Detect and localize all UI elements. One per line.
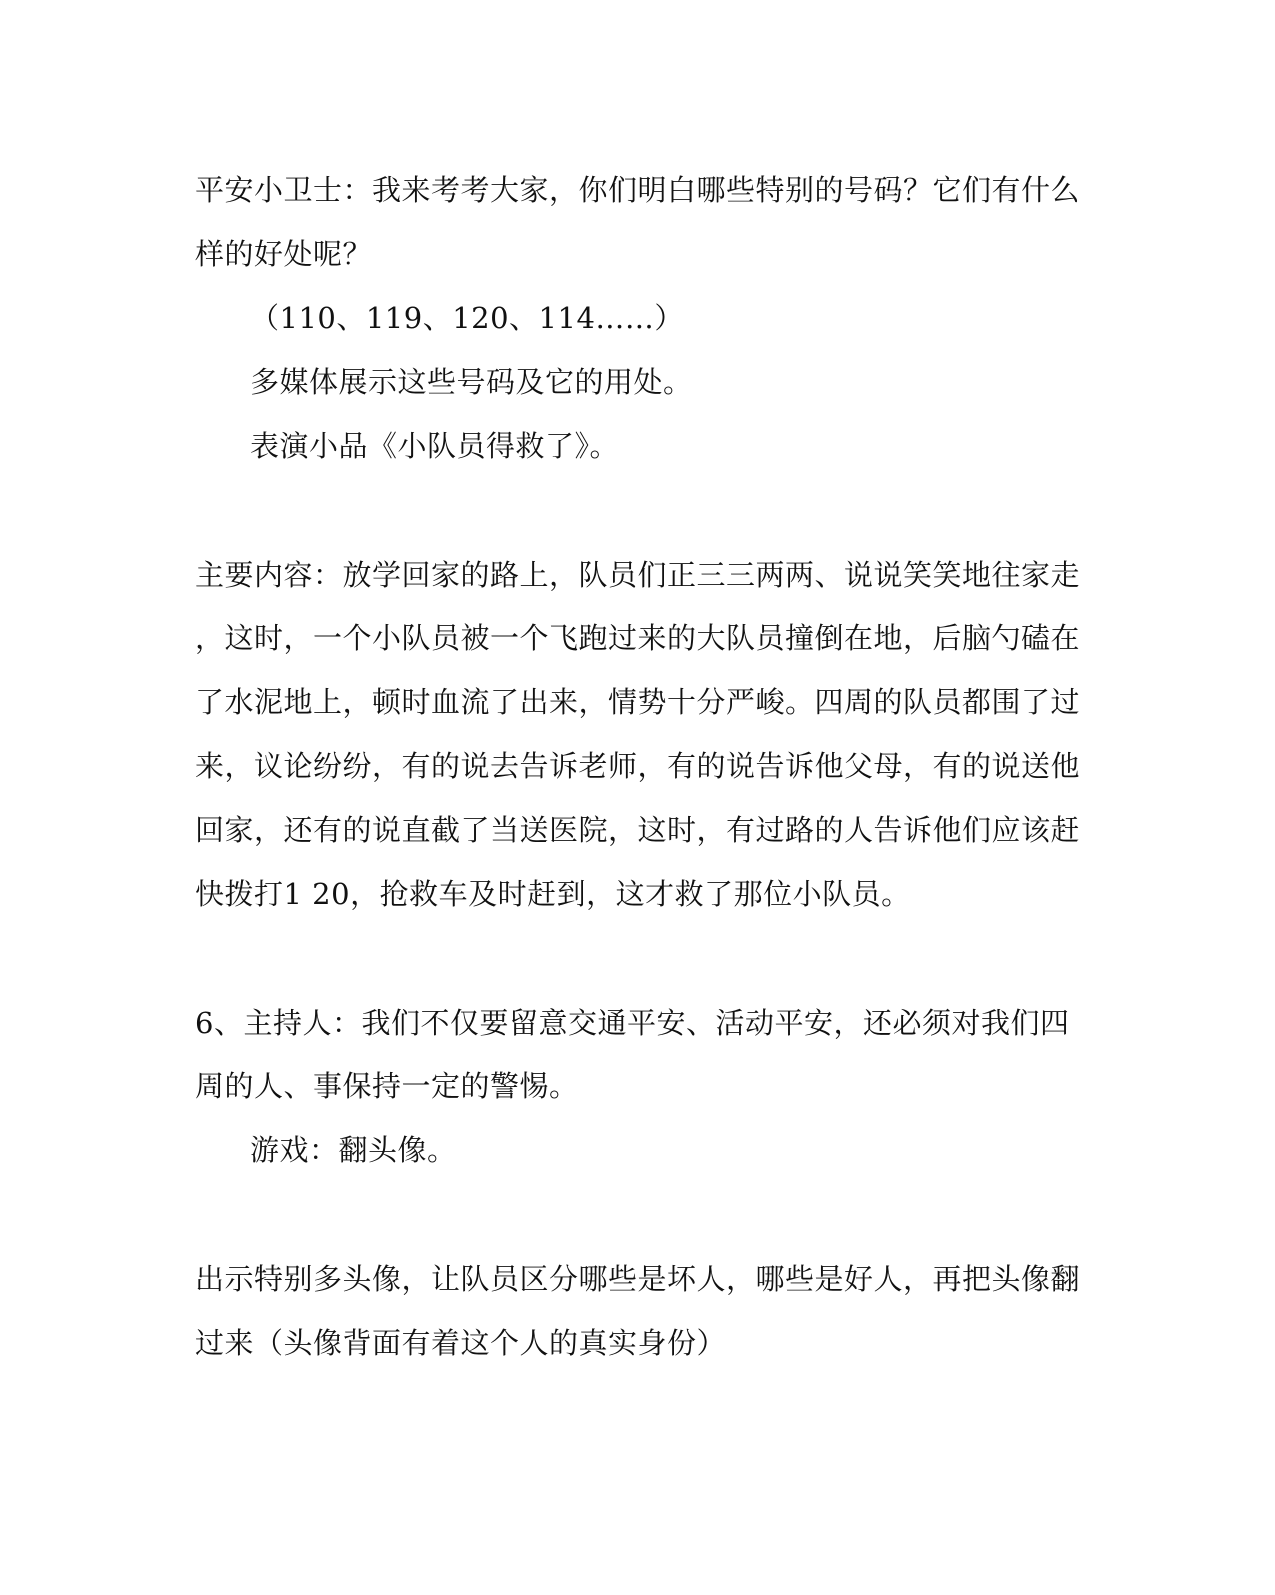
text-line: 样的好处呢？ [195, 237, 373, 271]
text-line: 出示特别多头像，让队员区分哪些是坏人，哪些是好人，再把头像翻 [195, 1262, 1081, 1296]
text-line: （110、119、120、114……） [250, 301, 684, 335]
text-line: 6、主持人：我们不仅要留意交通平安、活动平安，还必须对我们四 [195, 1006, 1070, 1040]
text-line: ，这时，一个小队员被一个飞跑过来的大队员撞倒在地，后脑勺磕在 [195, 621, 1081, 655]
text-line: 主要内容：放学回家的路上，队员们正三三两两、说说笑笑地往家走 [195, 558, 1081, 592]
text-line: 回家，还有的说直截了当送医院，这时，有过路的人告诉他们应该赶 [195, 813, 1081, 847]
text-line: 过来（头像背面有着这个人的真实身份） [195, 1326, 727, 1360]
text-line: 游戏：翻头像。 [250, 1133, 457, 1167]
text-line: 周的人、事保持一定的警惕。 [195, 1069, 579, 1103]
text-line: 快拨打1 20，抢救车及时赶到，这才救了那位小队员。 [195, 877, 911, 911]
text-line: 表演小品《小队员得救了》。 [250, 429, 620, 463]
text-line: 了水泥地上，顿时血流了出来，情势十分严峻。四周的队员都围了过 [195, 685, 1081, 719]
text-line: 来，议论纷纷，有的说去告诉老师，有的说告诉他父母，有的说送他 [195, 749, 1081, 783]
text-line: 平安小卫士：我来考考大家，你们明白哪些特别的号码？它们有什么 [195, 173, 1081, 207]
text-line: 多媒体展示这些号码及它的用处。 [250, 365, 693, 399]
